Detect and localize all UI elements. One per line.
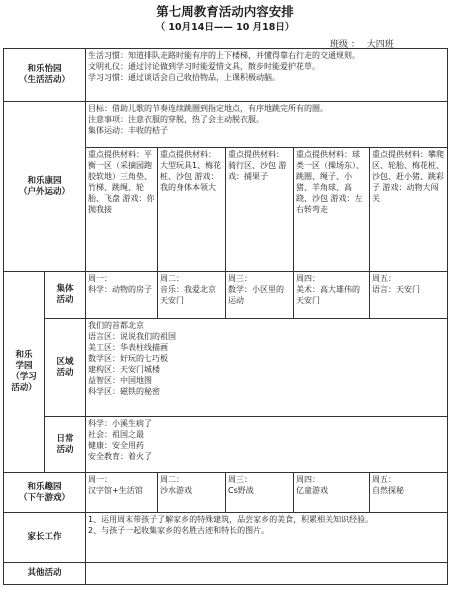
class-label: 班级 ：	[330, 40, 360, 50]
schedule-table	[3, 48, 448, 585]
daily-label: 日常 活动	[45, 417, 86, 473]
daily-line: 健康：安全用药	[88, 441, 145, 450]
outdoor-day-thu: 重点提供材料：球类一区（操场东）、跳圈、绳子、小猪、羊角球、高跷、沙包 游戏：左右转弯走	[294, 148, 370, 272]
parents-content	[86, 513, 448, 563]
outdoor-day-fri: 重点提供材料：攀爬区、轮胎、梅花桩、沙包、赶小猪、跳彩子 游戏：动物大闯关	[370, 148, 448, 272]
parents-line: 1、运用周末带孩子了解家乡的特殊建筑，品尝家乡的美食，积累相关知识经验。	[88, 515, 374, 524]
outdoor-line: 注意事项：注意衣服的穿脱，热了会主动脱衣服。	[88, 115, 265, 124]
row-life	[4, 49, 448, 102]
collective-mon: 周一： 科学：动物的房子	[86, 272, 158, 319]
areas-line: 美工区：华表柱线描画	[88, 343, 169, 352]
outdoor-line: 目标：借助儿歌的节奏连续跳圈到指定地点，有序地跳完所有的圈。	[88, 104, 329, 113]
other-label: 其他活动	[4, 563, 86, 585]
other-content	[86, 563, 448, 585]
life-line: 文明礼仪：通过讨论做到学习时能爱惜文具，散步时能爱护花草。	[88, 62, 321, 71]
areas-label: 区域 活动	[45, 319, 86, 417]
areas-line: 益智区：中国地图	[88, 376, 153, 385]
areas-line: 科学区：磁铁的秘密	[88, 387, 161, 396]
life-line: 生活习惯：知道排队走路时能有序的上下楼梯，并懂得靠右行走的交通规则。	[88, 51, 361, 60]
areas-line: 我们的首都北京	[88, 321, 145, 330]
parents-line: 2、与孩子一起收集家乡的名胜古迹和特长的图片。	[88, 526, 270, 535]
collective-label: 集体 活动	[45, 272, 86, 319]
outdoor-line: 集体运动：丰收的桔子	[88, 126, 169, 135]
page-title: 第七周教育活动内容安排	[156, 4, 294, 19]
row-daily	[4, 417, 448, 473]
daily-line: 安全教育：着火了	[88, 452, 153, 461]
areas-content	[86, 319, 448, 417]
study-label: 和乐 学园 （学习 活动）	[4, 272, 45, 473]
daily-line: 社会：祖国之最	[88, 430, 145, 439]
areas-line: 数学区：好玩的七巧板	[88, 354, 169, 363]
daily-line: 科学：小溪生病了	[88, 419, 153, 428]
life-content	[86, 49, 448, 102]
parents-label: 家长工作	[4, 513, 86, 563]
collective-wed: 周三： 数学：小区里的运动	[226, 272, 294, 319]
date-range: （ 10月14日—— 10 月18日）	[155, 22, 295, 33]
outdoor-day-tue: 重点提供材料：大型玩具1、梅花桩、沙包 游戏：我的身体本领大	[158, 148, 226, 272]
row-areas	[4, 319, 448, 417]
row-outdoor-goals	[4, 102, 448, 148]
games-fri: 周五： 自然探秘	[370, 473, 448, 513]
areas-line: 语言区：说说我们的祖国	[88, 332, 177, 341]
outdoor-label: 和乐康园 （户外运动）	[4, 102, 86, 272]
games-tue: 周二： 沙水游戏	[158, 473, 226, 513]
games-wed: 周三： Cs野战	[226, 473, 294, 513]
collective-fri: 周五： 语言：天安门	[370, 272, 448, 319]
outdoor-day-wed: 重点提供材料：骑行区、沙包 游戏：捕果子	[226, 148, 294, 272]
row-collective	[4, 272, 448, 319]
row-parents	[4, 513, 448, 563]
class-value: 大四班	[366, 40, 394, 50]
outdoor-goals	[86, 102, 448, 148]
daily-content	[86, 417, 448, 473]
life-line: 学习习惯：通过谈话会自己收拾物品，上课积极动脑。	[88, 73, 281, 82]
games-thu: 周四： 亿童游戏	[294, 473, 370, 513]
areas-line: 建构区：天安门城楼	[88, 365, 161, 374]
collective-thu: 周四： 美术：高大雄伟的天安门	[294, 272, 370, 319]
outdoor-day-mon: 重点提供材料：平衡一区（采摘园跑胶软地）三角垫、竹梯、跳绳、轮胎、飞盘 游戏：你抛我接	[86, 148, 158, 272]
row-games	[4, 473, 448, 513]
row-other	[4, 563, 448, 585]
games-label: 和乐趣园 （下午游戏）	[4, 473, 86, 513]
life-label: 和乐怡园 （生活活动）	[4, 49, 86, 102]
games-mon: 周一： 汉字馆+生活馆	[86, 473, 158, 513]
collective-tue: 周二： 音乐：我爱北京天安门	[158, 272, 226, 319]
